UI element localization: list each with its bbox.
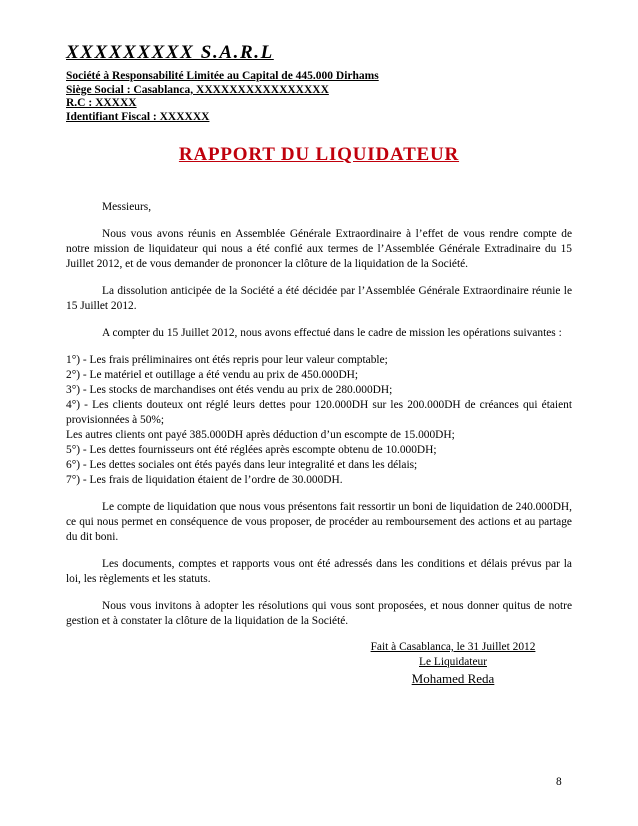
report-title: RAPPORT DU LIQUIDATEUR xyxy=(178,144,460,165)
intro-paragraph: Nous vous avons réunis en Assemblée Générale Extraordinaire à l’effet de vous rendre compte de notre mission de liquidateur qui nous a été confié aux termes de l’Assemblée Générale Extradinaire du 15 Juillet 2012, et de vous demander de prononcer la clôture de la liquidation de la Société. xyxy=(66,228,572,270)
page-number: 8 xyxy=(556,776,562,788)
dissolution-paragraph: La dissolution anticipée de la Société a été décidée par l’Assemblée Générale Extraordinaire réunie le 15 Juillet 2012. xyxy=(66,285,572,312)
operations-list xyxy=(66,353,572,488)
report-body xyxy=(66,200,572,629)
salutation: Messieurs, xyxy=(102,201,152,213)
list-item: 3°) - Les stocks de marchandises ont étés vendu au prix de 280.000DH; xyxy=(66,384,393,396)
head-office-line: Siège Social : Casablanca, XXXXXXXXXXXXXXXX xyxy=(66,83,329,96)
liquidation-account-paragraph: Le compte de liquidation que nous vous présentons fait ressortir un boni de liquidation de 240.000DH, ce qui nous permet en conséquence de vous proposer, de procéder au remboursement des actions et au partage du dit boni. xyxy=(66,501,572,543)
list-item: Les autres clients ont payé 385.000DH après déduction d’un escompte de 15.000DH; xyxy=(66,429,455,441)
company-name: XXXXXXXXX S.A.R.L xyxy=(66,42,274,63)
documents-paragraph: Les documents, comptes et rapports vous ont été adressés dans les conditions et délais prévus par la loi, les règlements et les statuts. xyxy=(66,558,572,585)
company-info xyxy=(66,70,379,124)
signatory-name: Mohamed Reda xyxy=(411,671,495,686)
legal-form-line: Société à Responsabilité Limitée au Capital de 445.000 Dirhams xyxy=(66,70,379,82)
list-item: 2°) - Le matériel et outillage a été vendu au prix de 450.000DH; xyxy=(66,369,359,381)
list-item: 6°) - Les dettes sociales ont étés payés dans leur integralité et dans les délais; xyxy=(66,459,418,471)
list-item: 7°) - Les frais de liquidation étaient de l’ordre de 30.000DH. xyxy=(66,474,343,486)
list-item: 4°) - Les clients douteux ont réglé leurs dettes pour 120.000DH sur les 200.000DH de créances qui étaient provisionnées à 50%; xyxy=(66,399,572,426)
rc-line: R.C : XXXXX xyxy=(66,97,137,109)
signature-role: Le Liquidateur xyxy=(419,656,487,668)
signature-block xyxy=(368,640,538,686)
signature-date: Fait à Casablanca, le 31 Juillet 2012 xyxy=(370,641,536,653)
invitation-paragraph: Nous vous invitons à adopter les résolutions qui vous sont proposées, et nous donner quitus de notre gestion et à constater la clôture de la liquidation de la Société. xyxy=(66,600,572,627)
tax-id-line: Identifiant Fiscal : XXXXXX xyxy=(66,110,210,123)
list-item: 1°) - Les frais préliminaires ont étés repris pour leur valeur comptable; xyxy=(66,354,388,366)
list-item: 5°) - Les dettes fournisseurs ont été réglées après escompte obtenu de 10.000DH; xyxy=(66,444,437,456)
operations-intro: A compter du 15 Juillet 2012, nous avons effectué dans le cadre de mission les opérations suivantes : xyxy=(102,327,562,339)
